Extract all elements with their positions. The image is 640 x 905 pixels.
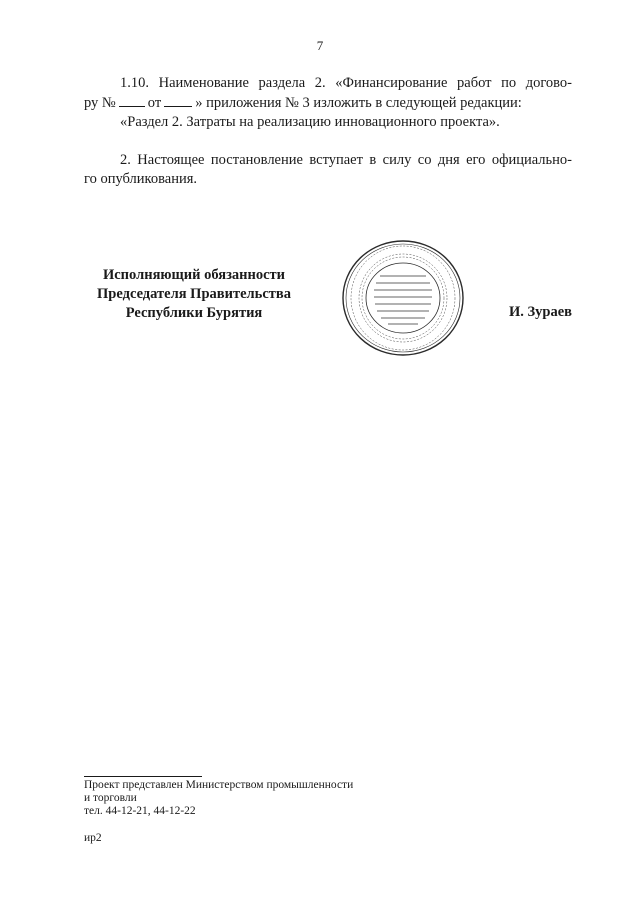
official-seal bbox=[338, 238, 468, 358]
contract-date-blank bbox=[164, 93, 192, 107]
footnote-divider bbox=[84, 776, 202, 777]
contract-number-prefix: ру № bbox=[84, 95, 116, 111]
signatory-line-2: Председателя Правительства bbox=[97, 286, 291, 302]
document-code: ир2 bbox=[84, 832, 102, 844]
section-2-line-1: 2. Настоящее постановление вступает в силу со дня его официально- bbox=[120, 152, 572, 168]
appendix-text: » приложения № 3 изложить в следующей редакции: bbox=[195, 95, 522, 111]
signatory-line-3: Республики Бурятия bbox=[125, 305, 263, 321]
section-1-10-line-3: «Раздел 2. Затраты на реализацию инновационного проекта». bbox=[120, 114, 500, 130]
footnote-line-3: тел. 44-12-21, 44-12-22 bbox=[84, 805, 196, 817]
signatory-title bbox=[84, 266, 304, 323]
footnote-line-2: и торговли bbox=[84, 792, 137, 804]
page-number: 7 bbox=[316, 38, 324, 53]
main-text bbox=[84, 74, 572, 189]
section-1-10-line-2 bbox=[84, 93, 572, 113]
signer-name: И. Зураев bbox=[508, 304, 572, 320]
contract-number-blank bbox=[119, 93, 145, 107]
signatory-line-1: Исполняющий обязанности bbox=[102, 267, 286, 283]
footnote-line-1: Проект представлен Министерством промышленности bbox=[84, 779, 354, 791]
contract-date-prefix: от bbox=[147, 95, 162, 111]
section-1-10-line-1: 1.10. Наименование раздела 2. «Финансирование работ по догово- bbox=[120, 75, 572, 91]
footnote bbox=[84, 779, 353, 818]
section-2-line-2: го опубликования. bbox=[84, 171, 198, 187]
